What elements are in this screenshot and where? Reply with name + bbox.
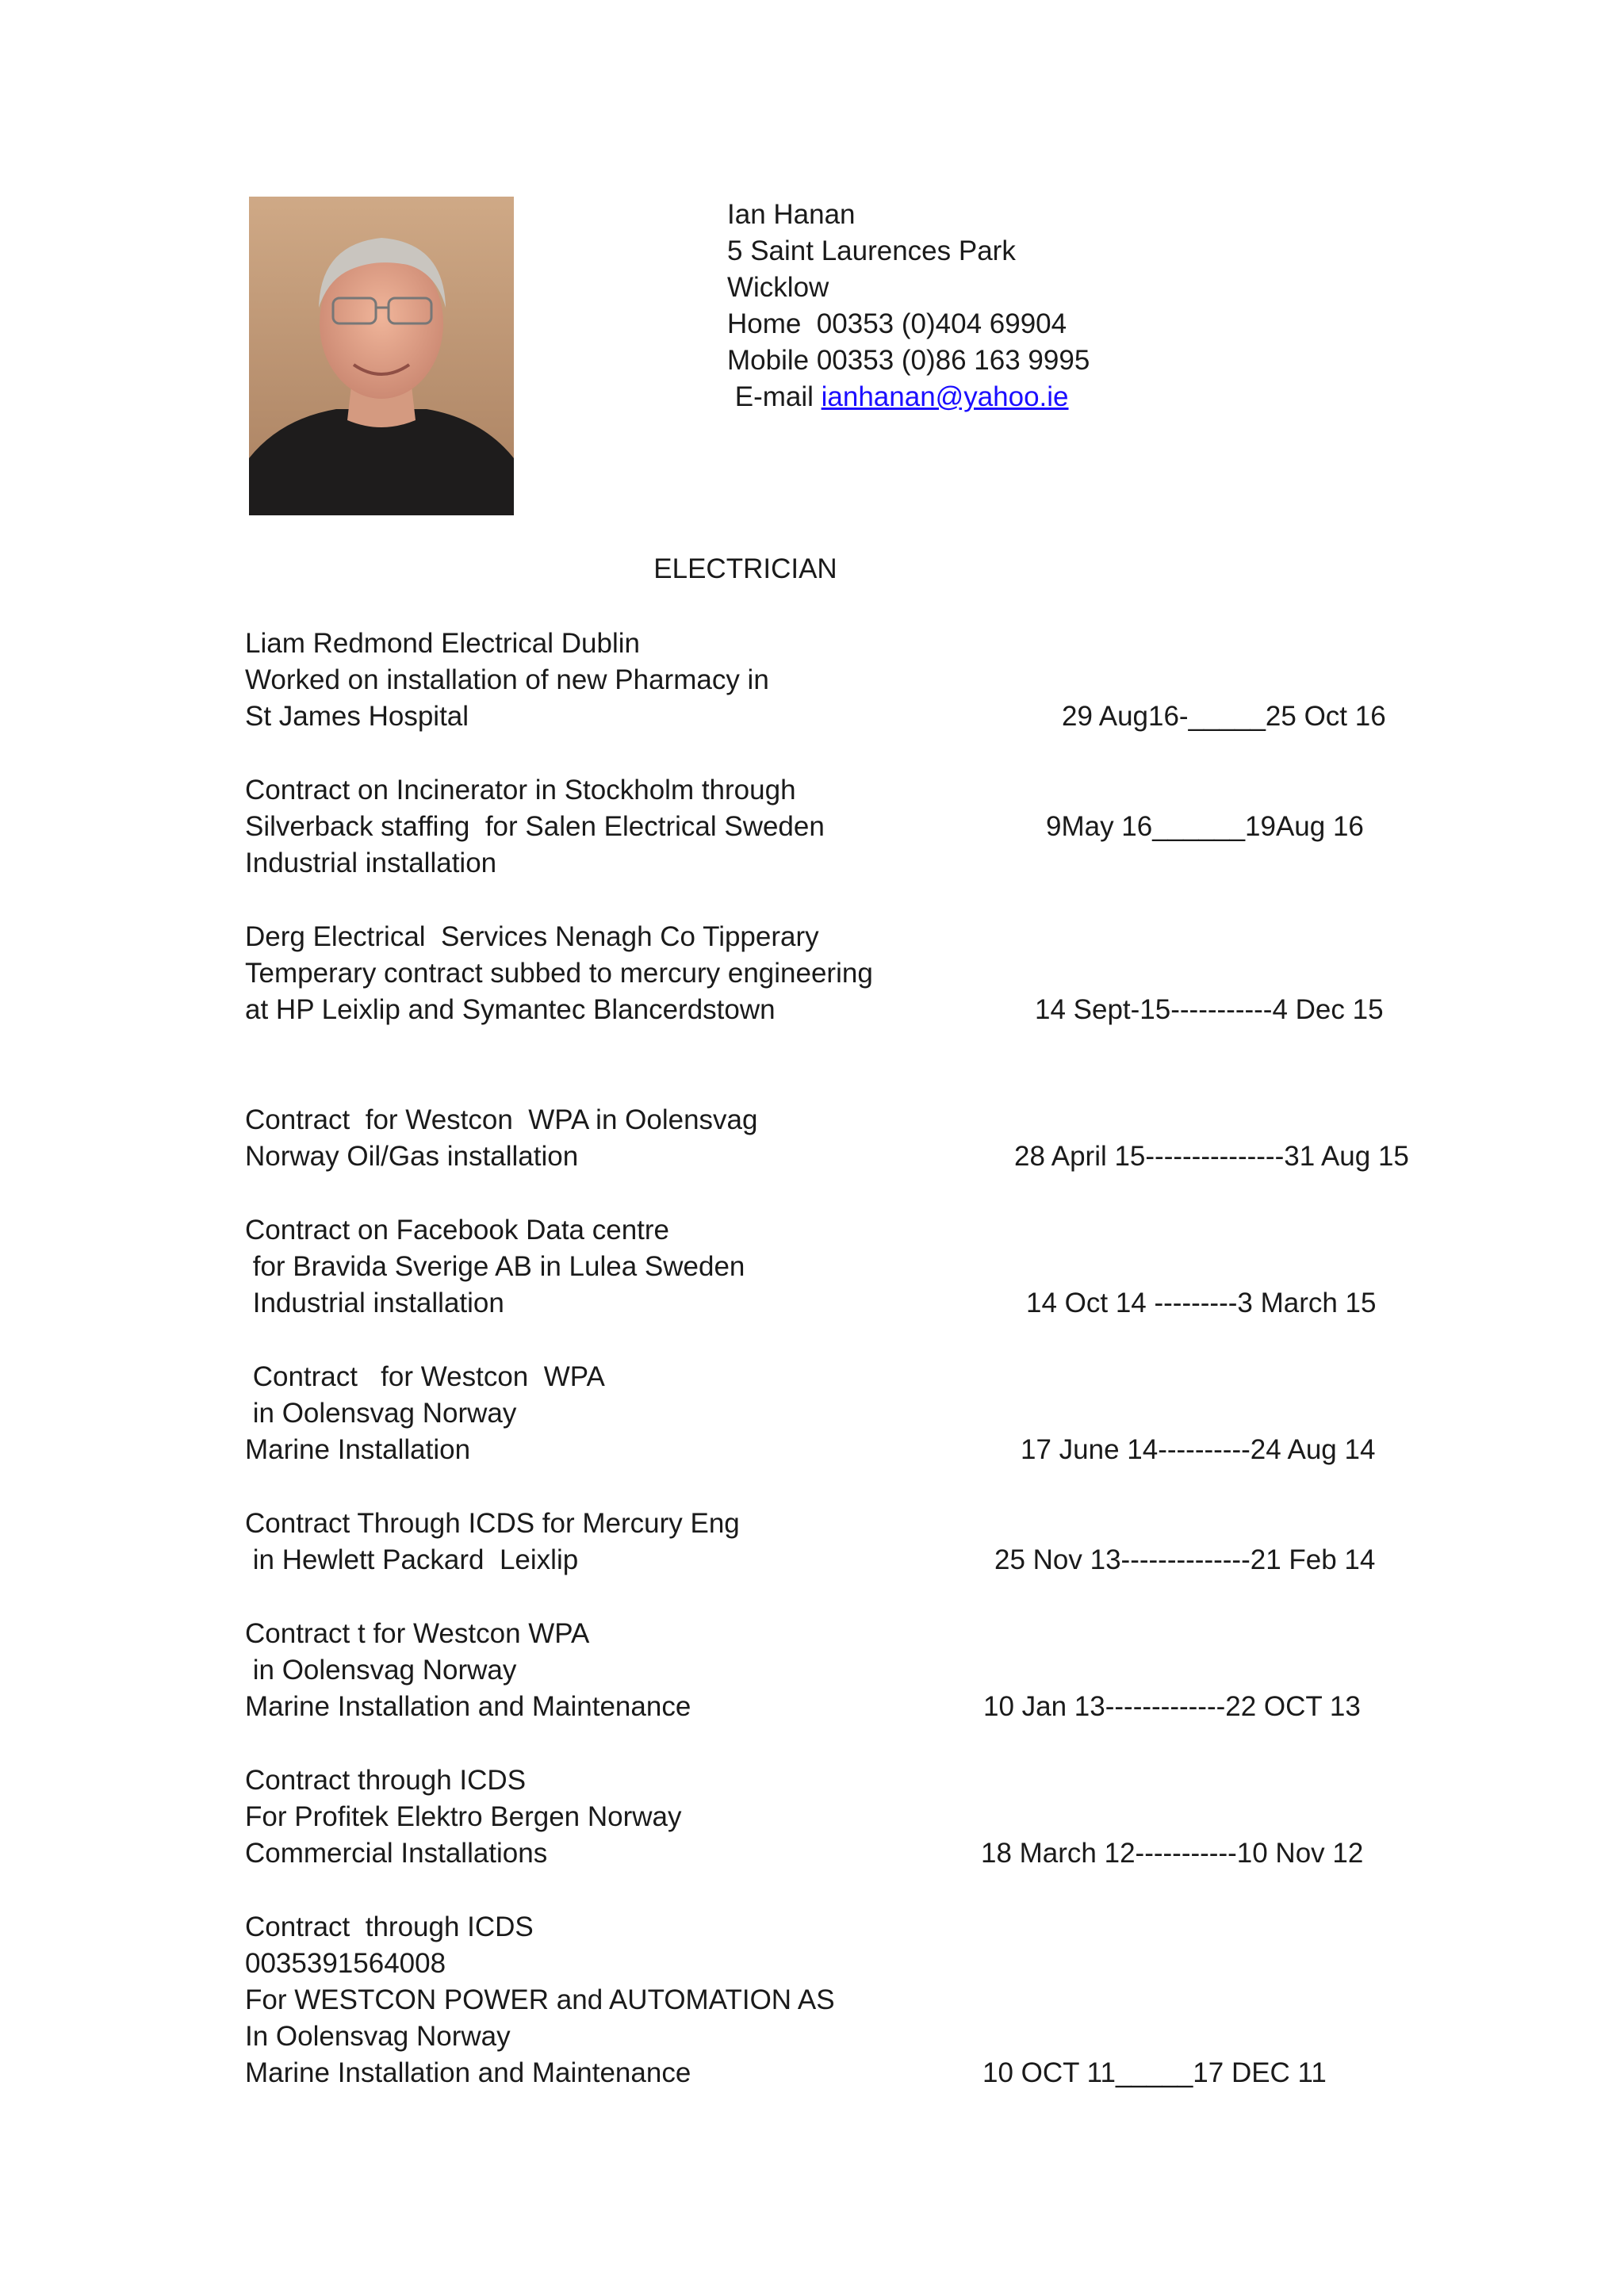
email-label: E-mail bbox=[727, 381, 822, 412]
entry-2 bbox=[245, 772, 825, 882]
entry-line: Derg Electrical Services Nenagh Co Tipperary bbox=[245, 921, 819, 952]
contact-email-row bbox=[727, 379, 1090, 415]
contact-mobile-phone: Mobile 00353 (0)86 163 9995 bbox=[727, 345, 1090, 376]
entry-9 bbox=[245, 1762, 681, 1872]
entry-6-date: 17 June 14----------24 Aug 14 bbox=[1021, 1434, 1376, 1465]
entry-6 bbox=[245, 1359, 605, 1468]
entry-line: Contract through ICDS bbox=[245, 1911, 534, 1942]
entry-line: Contract on Incinerator in Stockholm through bbox=[245, 775, 796, 806]
entry-line: Temperary contract subbed to mercury engineering bbox=[245, 958, 873, 989]
entry-line: St James Hospital bbox=[245, 701, 469, 732]
entry-10-date: 10 OCT 11_____17 DEC 11 bbox=[982, 2057, 1327, 2088]
entry-line: For Profitek Elektro Bergen Norway bbox=[245, 1801, 682, 1832]
entry-5 bbox=[245, 1212, 745, 1322]
contact-address-line-1: 5 Saint Laurences Park bbox=[727, 235, 1016, 266]
entry-line: in Oolensvag Norway bbox=[245, 1398, 517, 1429]
entry-3 bbox=[245, 919, 873, 1028]
entry-line: Marine Installation and Maintenance bbox=[245, 1691, 691, 1722]
entry-10 bbox=[245, 1909, 835, 2091]
contact-block bbox=[727, 197, 1090, 415]
entry-7 bbox=[245, 1506, 740, 1578]
portrait-image bbox=[249, 197, 514, 515]
entry-line: For WESTCON POWER and AUTOMATION AS bbox=[245, 1984, 835, 2015]
entry-5-date: 14 Oct 14 ---------3 March 15 bbox=[1026, 1288, 1377, 1318]
entry-line: at HP Leixlip and Symantec Blancerdstown bbox=[245, 994, 776, 1025]
entry-1-date: 29 Aug16-_____25 Oct 16 bbox=[1062, 701, 1386, 732]
entry-3-date: 14 Sept-15-----------4 Dec 15 bbox=[1035, 994, 1384, 1025]
entry-7-date: 25 Nov 13--------------21 Feb 14 bbox=[994, 1544, 1376, 1575]
contact-address-line-2: Wicklow bbox=[727, 272, 829, 303]
entry-line: Norway Oil/Gas installation bbox=[245, 1141, 579, 1172]
entry-line: for Bravida Sverige AB in Lulea Sweden bbox=[245, 1251, 745, 1282]
entry-4-date: 28 April 15---------------31 Aug 15 bbox=[1014, 1141, 1409, 1172]
job-title-heading: ELECTRICIAN bbox=[653, 553, 837, 584]
entry-line: Liam Redmond Electrical Dublin bbox=[245, 628, 640, 659]
entry-line: Commercial Installations bbox=[245, 1838, 548, 1869]
entry-line: Worked on installation of new Pharmacy in bbox=[245, 664, 769, 695]
entry-line: Contract for Westcon WPA bbox=[245, 1361, 605, 1392]
entry-line: 0035391564008 bbox=[245, 1948, 446, 1979]
entry-line: Contract for Westcon WPA in Oolensvag bbox=[245, 1104, 758, 1135]
entry-8-date: 10 Jan 13-------------22 OCT 13 bbox=[983, 1691, 1361, 1722]
entry-line: Contract t for Westcon WPA bbox=[245, 1618, 590, 1649]
email-link[interactable]: ianhanan@yahoo.ie bbox=[821, 381, 1069, 412]
contact-home-phone: Home 00353 (0)404 69904 bbox=[727, 308, 1067, 339]
profile-photo bbox=[249, 197, 514, 515]
entry-line: Contract through ICDS bbox=[245, 1765, 527, 1796]
entry-9-date: 18 March 12-----------10 Nov 12 bbox=[981, 1838, 1364, 1869]
entry-1 bbox=[245, 626, 769, 735]
entry-4 bbox=[245, 1102, 757, 1175]
entry-line: Industrial installation bbox=[245, 1288, 504, 1318]
entry-line: Contract Through ICDS for Mercury Eng bbox=[245, 1508, 740, 1539]
entry-line: Industrial installation bbox=[245, 848, 497, 878]
entry-line: in Oolensvag Norway bbox=[245, 1655, 517, 1686]
entry-line: Contract on Facebook Data centre bbox=[245, 1215, 670, 1246]
entry-2-date: 9May 16______19Aug 16 bbox=[1046, 811, 1364, 842]
entry-line: in Hewlett Packard Leixlip bbox=[245, 1544, 579, 1575]
entry-line: Silverback staffing for Salen Electrical Sweden bbox=[245, 811, 825, 842]
entry-line: Marine Installation and Maintenance bbox=[245, 2057, 691, 2088]
contact-name: Ian Hanan bbox=[727, 199, 856, 230]
entry-line: Marine Installation bbox=[245, 1434, 471, 1465]
entry-8 bbox=[245, 1616, 691, 1725]
entry-line: In Oolensvag Norway bbox=[245, 2021, 511, 2052]
